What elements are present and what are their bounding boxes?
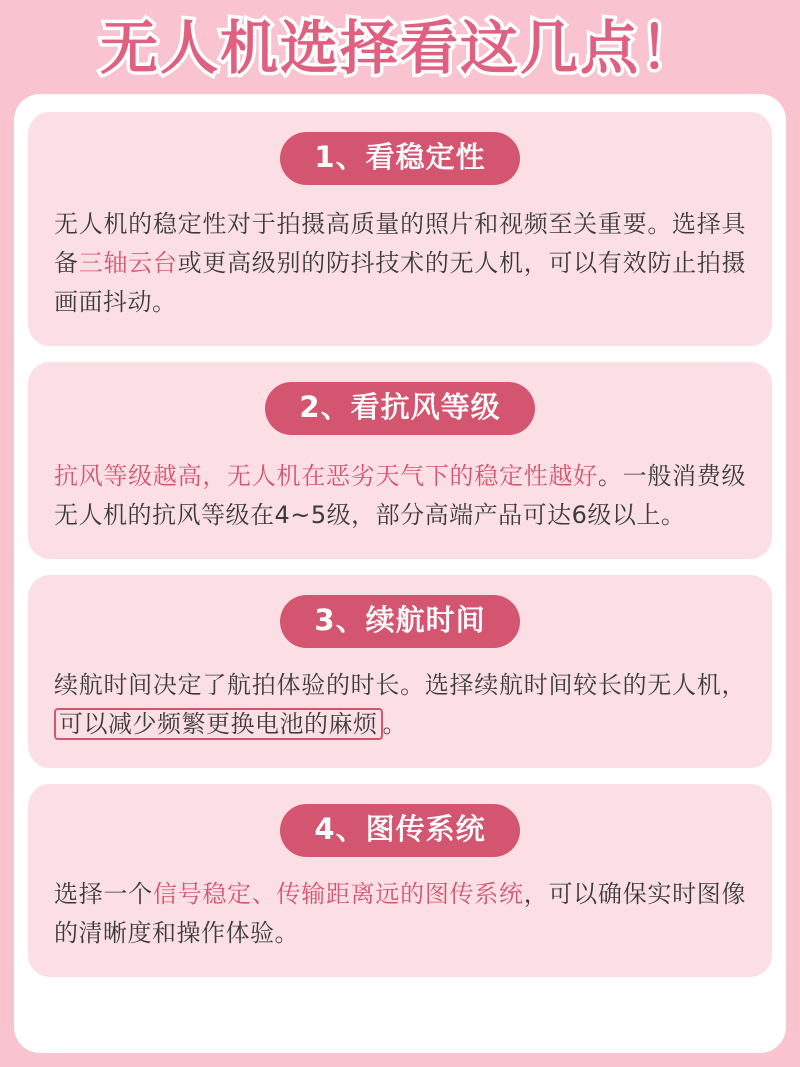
section-2-pill-row	[54, 382, 746, 435]
section-1-text-0: 无人机的稳定性对于拍摄高质量的照片和视频至关重要。选择具备	[54, 209, 746, 277]
content-card	[14, 94, 786, 1053]
section-3-text-1: 可以减少频繁更换电池的麻烦	[54, 708, 383, 740]
poster-title-wrap	[0, 14, 800, 84]
section-3-pill-row	[54, 595, 746, 648]
section-2-text-1: 。一般消费级无人机的抗风等级在4~5级，部分高端产品可达6级以上。	[54, 461, 747, 529]
section-1-pill-row	[54, 132, 746, 185]
section-2-text-0: 抗风等级越高，无人机在恶劣天气下的稳定性越好	[54, 461, 598, 490]
section-3-body	[54, 666, 746, 744]
section-4-body	[54, 875, 746, 953]
section-4-text-0: 选择一个	[54, 880, 153, 909]
section-4-heading: 4、图传系统	[280, 804, 519, 857]
section-3-heading: 3、续航时间	[280, 595, 519, 648]
section-3-text-2: 。	[382, 709, 407, 738]
section-4-pill-row	[54, 804, 746, 857]
section-4-text-1: 信号稳定、传输距离远的图传系统	[152, 880, 524, 909]
section-1-text-2: 或更高级别的防抖技术的无人机，可以有效防止拍摄画面抖动。	[54, 248, 747, 316]
section-1-heading: 1、看稳定性	[280, 132, 519, 185]
section-3-text-0: 续航时间决定了航拍体验的时长。选择续航时间较长的无人机，	[54, 671, 746, 699]
section-1-body	[54, 205, 746, 322]
section-3	[28, 575, 772, 768]
section-1-text-1: 三轴云台	[78, 248, 178, 277]
section-4-text-2: ，可以确保实时图像的清晰度和操作体验。	[54, 880, 747, 947]
section-2-body	[54, 457, 746, 535]
section-2-heading: 2、看抗风等级	[265, 382, 534, 435]
section-4	[28, 784, 772, 977]
section-2	[28, 362, 772, 559]
section-1	[28, 112, 772, 346]
page-title: 无人机选择看这几点！	[99, 14, 700, 82]
